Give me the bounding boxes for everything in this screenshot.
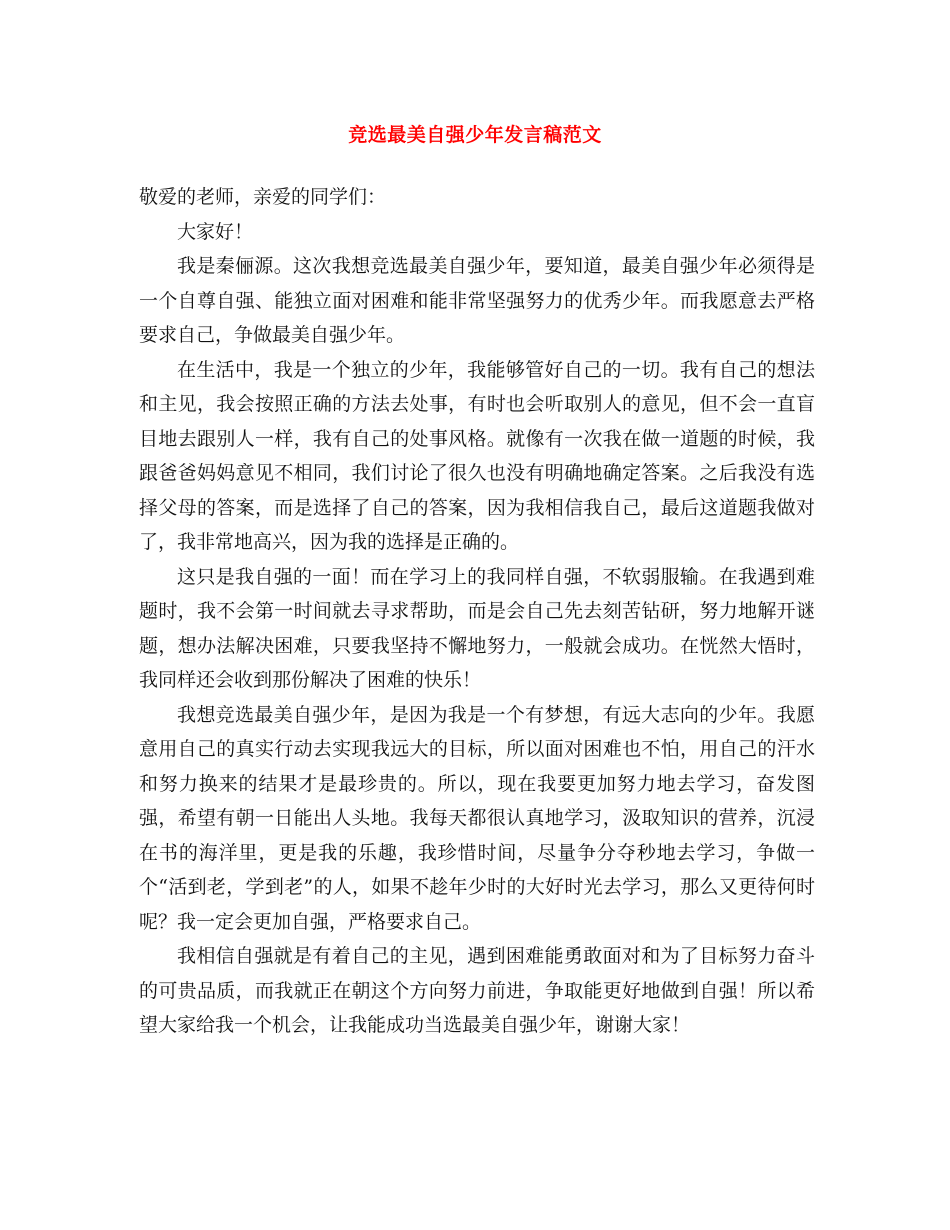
salutation: 敬爱的老师，亲爱的同学们：	[139, 186, 387, 208]
document-title: 竞选最美自强少年发言稿范文	[348, 124, 602, 146]
paragraph-introduction: 我是秦俪源。这次我想竞选最美自强少年，要知道，最美自强少年必须得是一个自尊自强、能独立面对困难和能非常坚强努力的优秀少年。而我愿意去严格要求自己，争做最美自强少年。	[139, 255, 815, 346]
paragraph-dream: 我想竞选最美自强少年，是因为我是一个有梦想，有远大志向的少年。我愿意用自己的真实行动去实现我远大的目标，所以面对困难也不怕，用自己的汗水和努力换来的结果才是最珍贵的。所以，现在我要更加努力地去学习，奋发图强，希望有朝一日能出人头地。我每天都很认真地学习，汲取知识的营养，沉浸在书的海洋里，更是我的乐趣，我珍惜时间，尽量争分夺秒地去学习，争做一个“活到老，学到老”的人，如果不趁年少时的大好时光去学习，那么又更待何时呢？我一定会更加自强，严格要求自己。	[139, 703, 815, 933]
paragraph-study: 这只是我自强的一面！而在学习上的我同样自强，不软弱服输。在我遇到难题时，我不会第一时间就去寻求帮助，而是会自己先去刻苦钻研，努力地解开谜题，想办法解决困难，只要我坚持不懈地努力，一般就会成功。在恍然大悟时，我同样还会收到那份解决了困难的快乐！	[139, 565, 815, 691]
paragraph-life: 在生活中，我是一个独立的少年，我能够管好自己的一切。我有自己的想法和主见，我会按照正确的方法去处事，有时也会听取别人的意见，但不会一直盲目地去跟别人一样，我有自己的处事风格。就像有一次我在做一道题的时候，我跟爸爸妈妈意见不相同，我们讨论了很久也没有明确地确定答案。之后我没有选择父母的答案，而是选择了自己的答案，因为我相信我自己，最后这道题我做对了，我非常地高兴，因为我的选择是正确的。	[139, 358, 815, 553]
paragraph-greeting: 大家好！	[177, 220, 254, 243]
document-body	[139, 180, 815, 1043]
paragraph-conclusion: 我相信自强就是有着自己的主见，遇到困难能勇敢面对和为了目标努力奋斗的可贵品质，而我就正在朝这个方向努力前进，争取能更好地做到自强！所以希望大家给我一个机会，让我能成功当选最美自强少年，谢谢大家！	[139, 945, 815, 1036]
